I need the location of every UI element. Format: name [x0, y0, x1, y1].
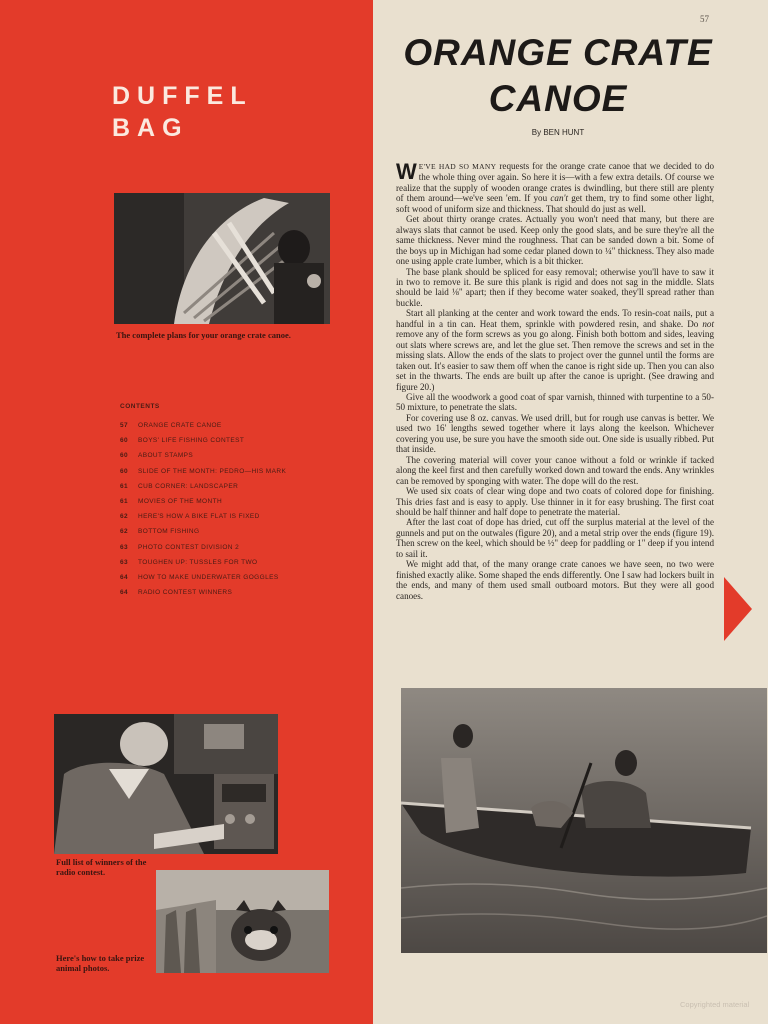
contents-title: ORANGE CRATE CANOE: [138, 422, 222, 429]
contents-title: CUB CORNER: LANDSCAPER: [138, 482, 239, 490]
article-text: get them, try to find some other light, soft wood of uniform size and thickness. That should do just as well.: [396, 193, 714, 214]
contents-title: HOW TO MAKE UNDERWATER GOGGLES: [138, 573, 279, 581]
contents-item: [120, 528, 370, 543]
canoe-frame-photo-image: [114, 193, 330, 324]
contents-title: BOTTOM FISHING: [138, 528, 200, 536]
contents-item: [120, 544, 370, 559]
contents-item: [120, 574, 370, 589]
article-paragraph: For covering use 8 oz. canvas. We used drill, but for rough use canvas is better. We used two 16' lengths sewed together where it lays along the keelson. Whichever covering you use, be sure you have the smooth side out. One side is usually ribbed. Put that inside.: [396, 412, 714, 455]
contents-list: [120, 422, 370, 604]
article-paragraph: Give all the woodwork a good coat of spar varnish, thinned with turpentine to a 50-50 mixture, to penetrate the slats.: [396, 391, 714, 413]
contents-page-number: 64: [120, 573, 129, 581]
article-text: remove any of the form screws as you go along. Finish both bottom and sides, leaving out slats where screws are, and let the glue set. Then remove the screws and set in the missing slats. Allow the ends of the slats to project over the gunnel until the forms are taken out. It's easier to saw them off when the canoe is right side up. Then you can also set in the thwarts. The ends are built up after the canoe is upright. (See drawing and figure 20.): [396, 329, 714, 392]
contents-title: RADIO CONTEST WINNERS: [138, 589, 233, 597]
duffel-bag-title: [112, 80, 352, 144]
contents-page-number: 62: [120, 528, 129, 536]
contents-page-number: 63: [120, 543, 129, 551]
contents-page-number: 60: [120, 467, 129, 475]
contents-page-number: 60: [120, 452, 129, 460]
contents-title: MOVIES OF THE MONTH: [138, 497, 223, 505]
article-paragraph: [396, 161, 714, 214]
animal-photo-caption: Here's how to take prize animal photos.: [56, 953, 145, 973]
article-byline: By BEN HUNT: [531, 128, 585, 137]
article-emphasis: can't: [550, 193, 568, 204]
duffel-bag-title-line1: DUFFEL: [112, 82, 253, 110]
contents-title: SLIDE OF THE MONTH: PEDRO—HIS MARK: [138, 467, 287, 475]
radio-contest-photo-image: [54, 714, 278, 854]
article-paragraph: [396, 308, 714, 392]
contents-item: [120, 468, 370, 483]
contents-heading: CONTENTS: [120, 403, 160, 410]
canoe-paddling-photo-image: [401, 688, 767, 953]
contents-page-number: 61: [120, 497, 129, 505]
article-title-line2: CANOE: [488, 78, 628, 119]
article-paragraph: We might add that, of the many orange crate canoes we have seen, no two were finished exactly alike. Some shaped the ends differently. One I saw had lockers built in the ends, and many of them used small outboard motors. But they were all good canoes.: [396, 559, 714, 601]
contents-page-number: 61: [120, 482, 129, 490]
canoe-frame-photo: [114, 193, 330, 324]
contents-page-number: 62: [120, 513, 129, 521]
contents-item: [120, 589, 370, 604]
article-title: [383, 30, 733, 122]
animal-photo-image: [156, 870, 329, 973]
contents-item: [120, 437, 370, 452]
contents-title: ABOUT STAMPS: [138, 452, 194, 460]
contents-title: HERE'S HOW A BIKE FLAT IS FIXED: [138, 513, 260, 521]
radio-contest-photo: [54, 714, 278, 854]
article-text: Start all planking at the center and work toward the ends. To resin-coat nails, put a handful in a tin can. Heat them, sprinkle with powdered resin, and shake. Do: [396, 308, 714, 329]
article-body: [396, 161, 714, 601]
contents-title: TOUGHEN UP: TUSSLES FOR TWO: [138, 558, 258, 566]
contents-page-number: 64: [120, 589, 129, 597]
article-text: requests for the orange crate canoe that we decided to do the whole thing over again. So here it is—with a few extra details. Of course we realize that the supply of wooden orange crates is dwindling, but there still are plenty of them around—we've seen 'em. If you: [396, 161, 715, 204]
article-paragraph: We used six coats of clear wing dope and two coats of colored dope for finishing. This dries fast and is easy to apply. Use thinner in it for easy brushing. The first coat should be half thinner and half dope to penetrate the material.: [396, 486, 714, 517]
duffel-bag-title-line2: BAG: [112, 114, 189, 142]
canoe-plans-caption: The complete plans for your orange crate canoe.: [116, 330, 291, 340]
drop-cap: W: [396, 159, 417, 184]
copyright-watermark: Copyrighted material: [680, 1000, 750, 1009]
contents-page-number: 57: [120, 422, 129, 429]
contents-item: [120, 452, 370, 467]
contents-item: [120, 483, 370, 498]
page-number: 57: [700, 14, 709, 24]
contents-item: [120, 422, 370, 437]
animal-photo: [156, 870, 329, 973]
contents-page-number: 63: [120, 558, 129, 566]
article-paragraph: Get about thirty orange crates. Actually you won't need that many, but there are always slats that cannot be used. Keep only the good slats, and be sure they're all the same thickness. Never mind the roughness. That can be sanded down a bit. Some of the boys up in Michigan had some cedar planed down to ¼" thickness. They also made one using apple crate lumber, which is a bit thicker.: [396, 214, 714, 267]
article-paragraph: The covering material will cover your canoe without a fold or wrinkle if tacked along the keel first and then carefully worked down and toward the ends. Any wrinkles can be removed by sponging with water. The dope will do the rest.: [396, 454, 714, 486]
article-paragraph: The base plank should be spliced for easy removal; otherwise you'll have to saw it in two to remove it. Be sure this plank is rigid and does not sag in the middle. Slats should be laid ⅛" apart; then if they become water soaked, they'll spread rather than buckle.: [396, 266, 714, 308]
contents-item: [120, 513, 370, 528]
article-emphasis: not: [702, 318, 714, 329]
radio-contest-caption: Full list of winners of the radio contest.: [56, 857, 147, 877]
contents-item: [120, 498, 370, 513]
contents-title: BOYS' LIFE FISHING CONTEST: [138, 437, 245, 445]
article-paragraph: After the last coat of dope has dried, cut off the surplus material at the level of the gunnels and put on the outwales (figure 20), and a metal strip over the ends (figure 19). Then screw on the keel, which should be ½" deep for paddling or 1" deep if you intend to sail it.: [396, 517, 714, 559]
contents-title: PHOTO CONTEST DIVISION 2: [138, 543, 240, 551]
contents-item: [120, 559, 370, 574]
continue-arrow-icon: [724, 577, 752, 641]
lead-smallcaps: E'VE HAD SO MANY: [418, 162, 497, 171]
contents-page-number: 60: [120, 437, 129, 445]
canoe-paddling-photo: [401, 688, 767, 953]
article-title-line1: ORANGE CRATE: [403, 32, 713, 73]
